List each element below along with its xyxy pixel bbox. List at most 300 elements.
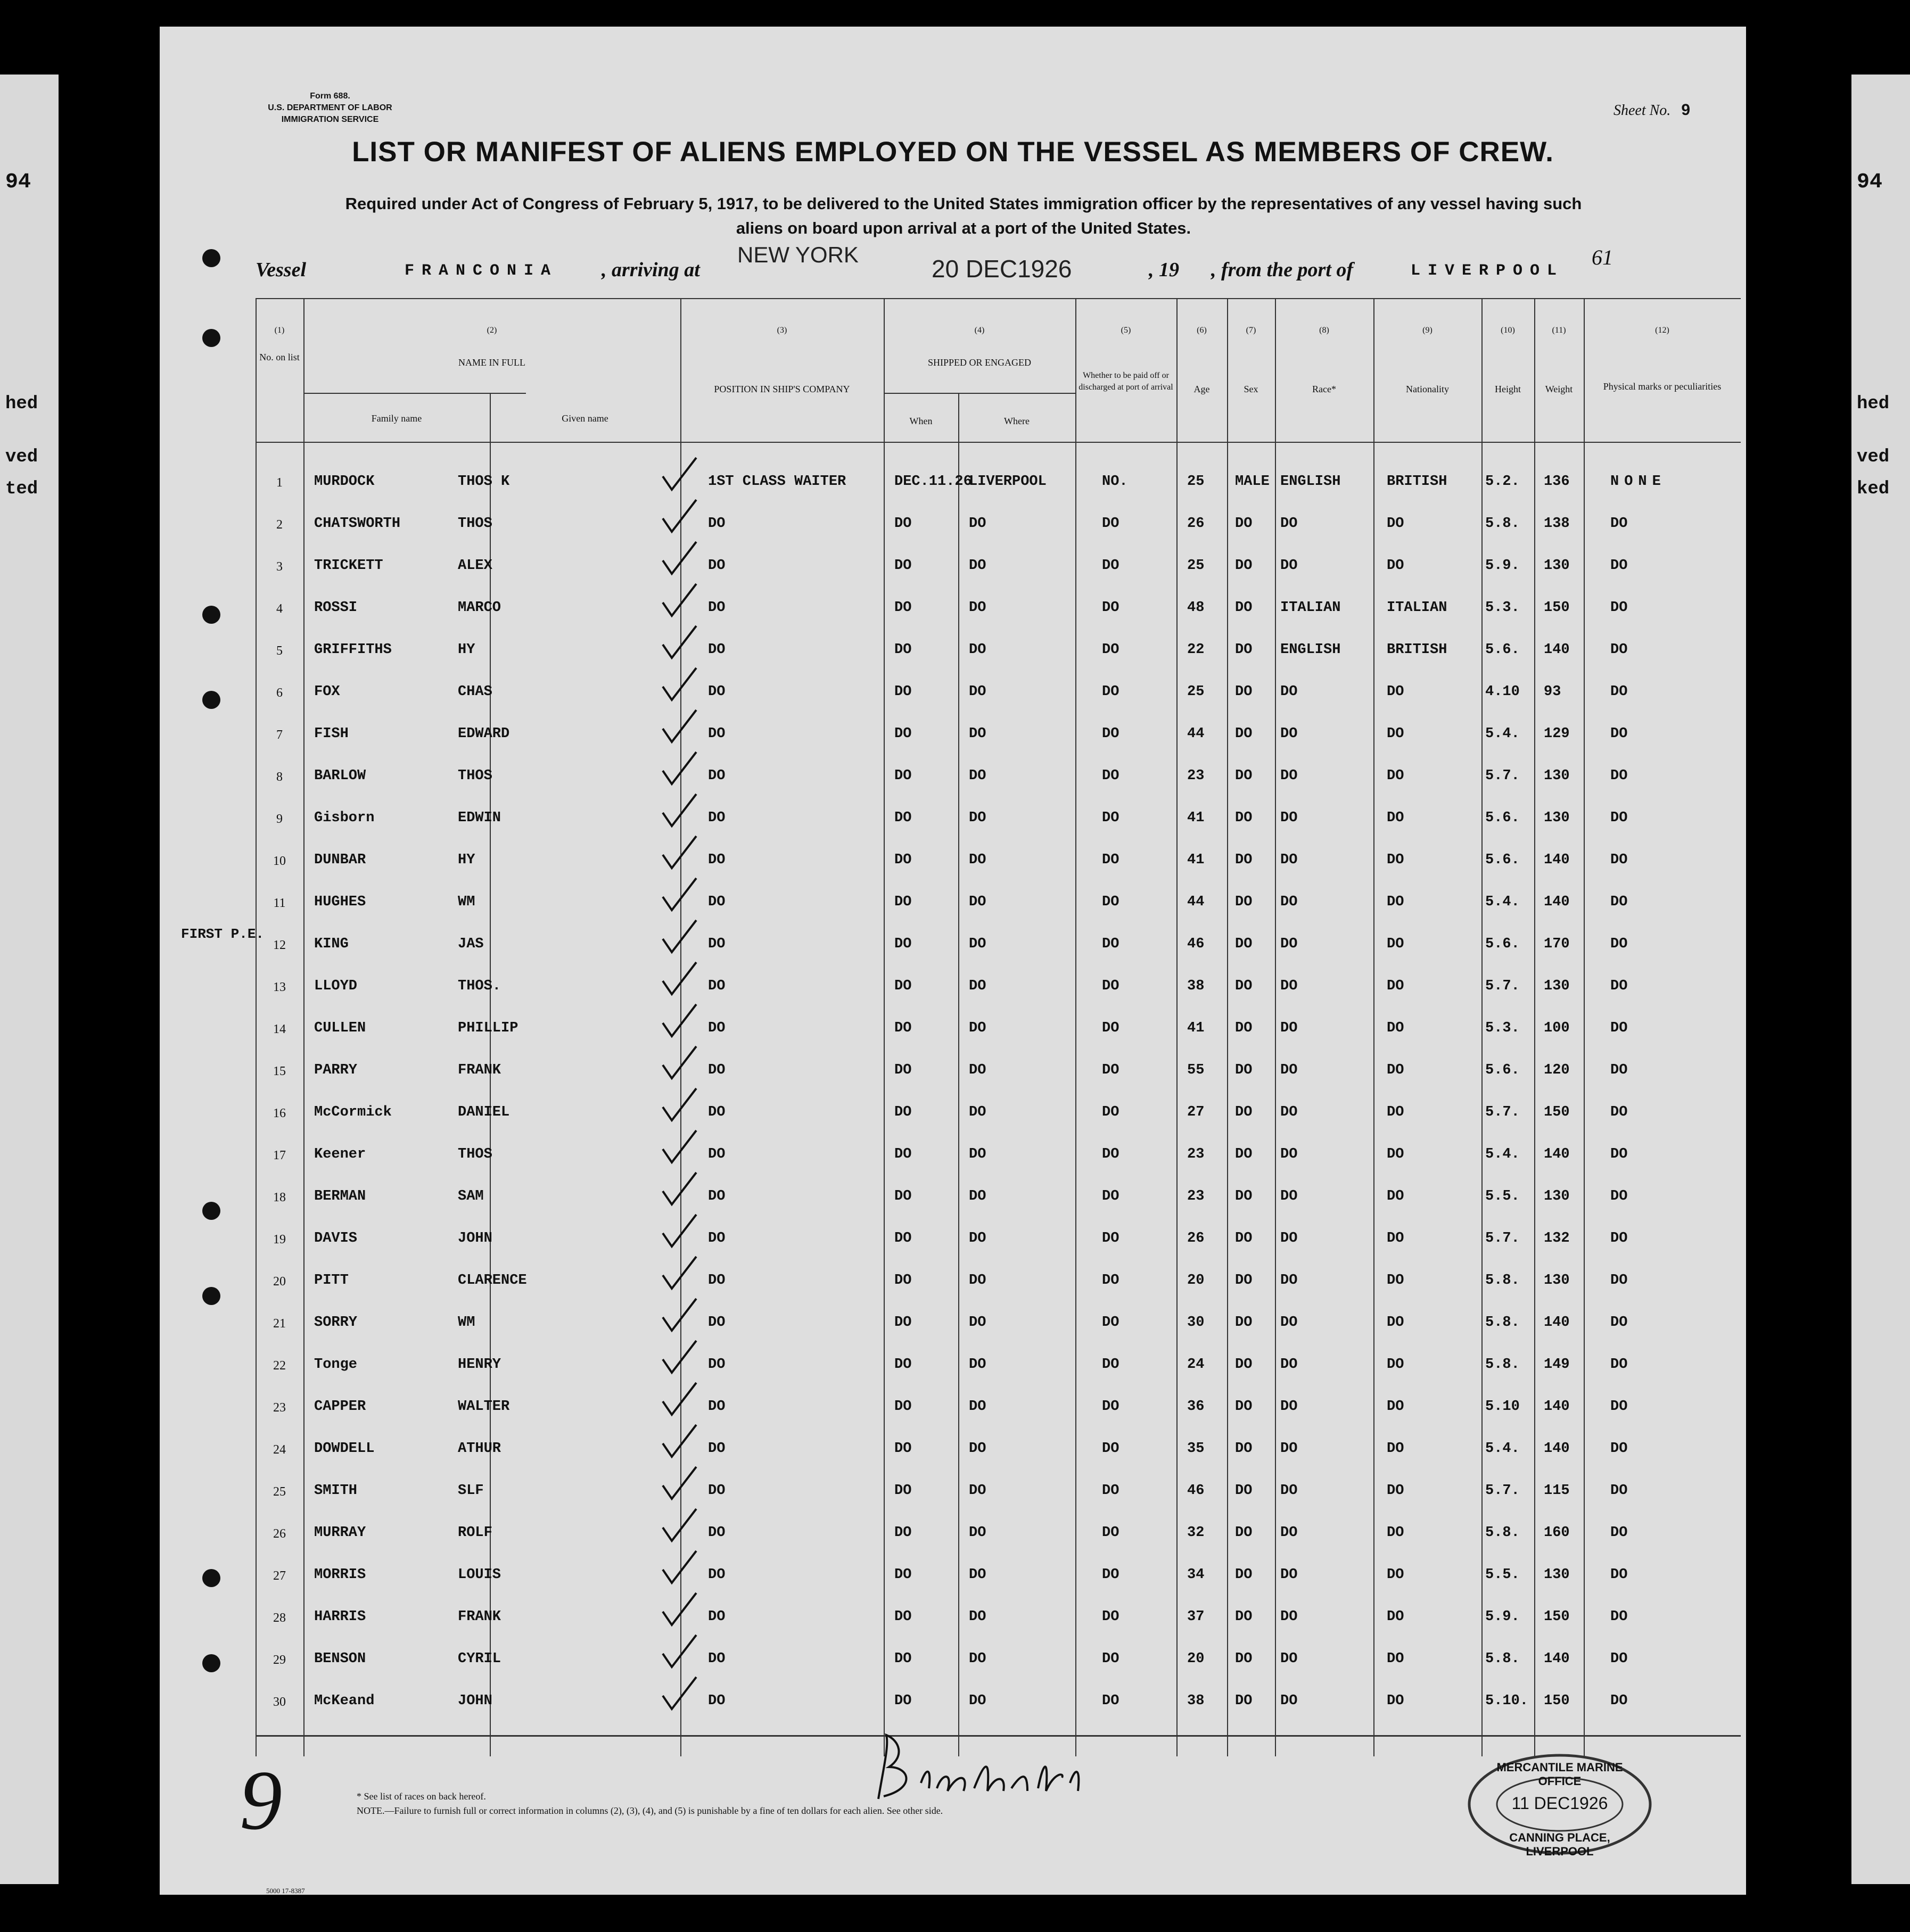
cell-nationality: DO: [1387, 1188, 1404, 1204]
cell-height: 5.10.: [1485, 1693, 1529, 1709]
cell-weight: 140: [1544, 1651, 1570, 1667]
cell-shipped-when: DO: [894, 978, 912, 994]
check-mark: [660, 1464, 697, 1501]
cell-nationality: DO: [1387, 768, 1404, 784]
row-number: 22: [273, 1359, 286, 1373]
cell-paid-off: NO.: [1102, 474, 1128, 490]
arriving-label: , arriving at: [602, 259, 700, 281]
cell-sex: DO: [1235, 1357, 1253, 1373]
cell-family-name: DUNBAR: [314, 852, 366, 868]
row-number: 11: [273, 896, 286, 910]
col-rule: [1481, 298, 1483, 1756]
cell-family-name: MURRAY: [314, 1525, 366, 1541]
col-heading-sex: Sex: [1244, 384, 1258, 394]
cell-given-name: WM: [458, 1315, 475, 1331]
cell-position: DO: [708, 1020, 726, 1036]
margin-note: FIRST P.E.: [181, 926, 265, 942]
cell-sex: DO: [1235, 1609, 1253, 1625]
cell-physical-marks: DO: [1610, 852, 1628, 868]
cell-physical-marks: DO: [1610, 684, 1628, 700]
cell-physical-marks: DO: [1610, 558, 1628, 574]
cell-shipped-where: DO: [969, 642, 986, 658]
cell-age: 34: [1187, 1567, 1205, 1583]
cell-sex: DO: [1235, 516, 1253, 532]
cell-position: DO: [708, 1483, 726, 1499]
cell-sex: DO: [1235, 1020, 1253, 1036]
cell-sex: DO: [1235, 600, 1253, 616]
departure-port: LIVERPOOL: [1411, 262, 1565, 280]
adjacent-left-line: ved: [5, 447, 38, 467]
cell-age: 26: [1187, 1231, 1205, 1246]
cell-weight: 140: [1544, 642, 1570, 658]
cell-age: 27: [1187, 1104, 1205, 1120]
cell-given-name: THOS: [458, 1146, 492, 1162]
cell-height: 5.6.: [1485, 642, 1520, 658]
service: IMMIGRATION SERVICE: [281, 115, 379, 124]
cell-race: DO: [1280, 1062, 1298, 1078]
cell-family-name: GRIFFITHS: [314, 642, 392, 658]
cell-family-name: BERMAN: [314, 1188, 366, 1204]
check-mark: [660, 707, 697, 745]
cell-sex: DO: [1235, 1483, 1253, 1499]
cell-weight: 100: [1544, 1020, 1570, 1036]
check-mark: [660, 918, 697, 955]
cell-age: 48: [1187, 600, 1205, 616]
cell-race: DO: [1280, 1651, 1298, 1667]
cell-age: 35: [1187, 1441, 1205, 1457]
cell-sex: DO: [1235, 1525, 1253, 1541]
cell-position: DO: [708, 978, 726, 994]
cell-paid-off: DO: [1102, 936, 1119, 952]
cell-paid-off: DO: [1102, 516, 1119, 532]
cell-physical-marks: DO: [1610, 1399, 1628, 1415]
adjacent-left-line: ted: [5, 479, 38, 499]
check-mark: [660, 623, 697, 660]
col-rule: [1534, 298, 1535, 1756]
cell-position: DO: [708, 1609, 726, 1625]
cell-given-name: JOHN: [458, 1231, 492, 1246]
col-heading-given-name: Given name: [562, 413, 608, 424]
cell-position: DO: [708, 810, 726, 826]
cell-shipped-when: DO: [894, 1441, 912, 1457]
stamp-top-text: MERCANTILE MARINE OFFICE: [1496, 1761, 1623, 1788]
col-number: (4): [974, 326, 985, 335]
cell-family-name: CULLEN: [314, 1020, 366, 1036]
check-mark: [660, 1044, 697, 1081]
cell-shipped-when: DO: [894, 600, 912, 616]
cell-sex: DO: [1235, 810, 1253, 826]
cell-shipped-where: DO: [969, 600, 986, 616]
check-mark: [660, 1086, 697, 1123]
cell-sex: DO: [1235, 1188, 1253, 1204]
cell-paid-off: DO: [1102, 810, 1119, 826]
cell-shipped-when: DO: [894, 936, 912, 952]
cell-height: 5.6.: [1485, 810, 1520, 826]
cell-sex: DO: [1235, 726, 1253, 742]
cell-given-name: EDWIN: [458, 810, 501, 826]
cell-nationality: DO: [1387, 1693, 1404, 1709]
cell-height: 5.8.: [1485, 1357, 1520, 1373]
cell-position: DO: [708, 1651, 726, 1667]
cell-physical-marks: DO: [1610, 1231, 1628, 1246]
cell-weight: 150: [1544, 1693, 1570, 1709]
cell-weight: 150: [1544, 1104, 1570, 1120]
cell-position: DO: [708, 1399, 726, 1415]
col-heading-when: When: [909, 416, 933, 426]
cell-shipped-when: DO: [894, 1188, 912, 1204]
from-label: , from the port of: [1211, 259, 1354, 281]
cell-paid-off: DO: [1102, 642, 1119, 658]
col-rule: [1373, 298, 1374, 1756]
cell-race: ENGLISH: [1280, 474, 1341, 490]
cell-position: DO: [708, 1567, 726, 1583]
cell-height: 5.7.: [1485, 1231, 1520, 1246]
cell-race: DO: [1280, 1399, 1298, 1415]
cell-weight: 140: [1544, 852, 1570, 868]
row-number: 26: [273, 1527, 286, 1541]
cell-position: DO: [708, 1146, 726, 1162]
cell-shipped-when: DO: [894, 558, 912, 574]
cell-age: 41: [1187, 810, 1205, 826]
cell-race: DO: [1280, 1188, 1298, 1204]
col-number: (8): [1319, 326, 1329, 335]
cell-age: 41: [1187, 852, 1205, 868]
cell-nationality: ITALIAN: [1387, 600, 1447, 616]
cell-race: DO: [1280, 516, 1298, 532]
cell-family-name: Keener: [314, 1146, 366, 1162]
cell-physical-marks: DO: [1610, 600, 1628, 616]
col-rule: [958, 393, 959, 1756]
margin-number: 61: [1592, 245, 1613, 269]
cell-age: 30: [1187, 1315, 1205, 1331]
col-number: (9): [1422, 326, 1432, 335]
cell-age: 24: [1187, 1357, 1205, 1373]
cell-shipped-where: DO: [969, 516, 986, 532]
punch-hole: [202, 606, 220, 624]
cell-sex: DO: [1235, 768, 1253, 784]
col-heading-nationality: Nationality: [1406, 384, 1449, 394]
subtitle-line-1: Required under Act of Congress of February 5, 1917, to be delivered to the United States immigration officer by the representatives of any vessel having such: [345, 194, 1582, 213]
check-mark: [660, 1632, 697, 1670]
cell-given-name: THOS: [458, 516, 492, 532]
cell-height: 5.8.: [1485, 1315, 1520, 1331]
cell-position: DO: [708, 936, 726, 952]
cell-paid-off: DO: [1102, 1651, 1119, 1667]
cell-given-name: HENRY: [458, 1357, 501, 1373]
cell-race: DO: [1280, 852, 1298, 868]
col-rule: [1584, 298, 1585, 1756]
cell-shipped-when: DO: [894, 642, 912, 658]
cell-height: 5.6.: [1485, 852, 1520, 868]
cell-family-name: FOX: [314, 684, 340, 700]
row-number: 16: [273, 1107, 286, 1120]
cell-height: 5.7.: [1485, 1483, 1520, 1499]
cell-height: 5.7.: [1485, 1104, 1520, 1120]
cell-given-name: HY: [458, 642, 475, 658]
check-mark: [660, 1170, 697, 1207]
cell-age: 23: [1187, 1146, 1205, 1162]
col-number: (6): [1197, 326, 1207, 335]
cell-sex: DO: [1235, 1146, 1253, 1162]
cell-family-name: HARRIS: [314, 1609, 366, 1625]
cell-physical-marks: DO: [1610, 1525, 1628, 1541]
cell-age: 46: [1187, 936, 1205, 952]
check-mark: [660, 497, 697, 534]
year-label: , 19: [1149, 259, 1179, 281]
cell-physical-marks: DO: [1610, 1357, 1628, 1373]
cell-nationality: DO: [1387, 1315, 1404, 1331]
cell-physical-marks: DO: [1610, 978, 1628, 994]
check-mark: [660, 1590, 697, 1628]
col-heading-list-no: No. on list: [259, 352, 300, 362]
cell-family-name: DOWDELL: [314, 1441, 375, 1457]
cell-race: DO: [1280, 1104, 1298, 1120]
arriving-port: NEW YORK: [737, 242, 859, 267]
cell-family-name: PARRY: [314, 1062, 358, 1078]
check-mark: [660, 833, 697, 871]
check-mark: [660, 455, 697, 492]
cell-weight: 130: [1544, 1273, 1570, 1289]
cell-height: 5.6.: [1485, 1062, 1520, 1078]
cell-shipped-where: DO: [969, 1315, 986, 1331]
official-signature: [868, 1724, 1091, 1810]
cell-family-name: LLOYD: [314, 978, 358, 994]
cell-weight: 140: [1544, 1315, 1570, 1331]
cell-physical-marks: DO: [1610, 1062, 1628, 1078]
cell-nationality: DO: [1387, 978, 1404, 994]
cell-physical-marks: DO: [1610, 1567, 1628, 1583]
adjacent-right-number: 94: [1857, 170, 1883, 194]
row-number: 7: [276, 728, 283, 742]
cell-height: 5.7.: [1485, 768, 1520, 784]
cell-shipped-where: DO: [969, 1651, 986, 1667]
cell-nationality: DO: [1387, 1020, 1404, 1036]
cell-weight: 160: [1544, 1525, 1570, 1541]
cell-physical-marks: DO: [1610, 810, 1628, 826]
table-top-rule: [256, 298, 1741, 299]
cell-sex: DO: [1235, 936, 1253, 952]
cell-age: 23: [1187, 1188, 1205, 1204]
check-mark: [660, 791, 697, 829]
cell-nationality: DO: [1387, 684, 1404, 700]
cell-family-name: MORRIS: [314, 1567, 366, 1583]
cell-family-name: DAVIS: [314, 1231, 358, 1246]
row-number: 24: [273, 1443, 286, 1457]
cell-age: 25: [1187, 684, 1205, 700]
cell-sex: MALE: [1235, 474, 1270, 490]
cell-race: DO: [1280, 1020, 1298, 1036]
cell-shipped-when: DO: [894, 810, 912, 826]
cell-age: 23: [1187, 768, 1205, 784]
row-number: 29: [273, 1653, 286, 1667]
punch-hole: [202, 1569, 220, 1587]
vessel-label: Vessel: [256, 259, 306, 281]
cell-shipped-where: DO: [969, 1483, 986, 1499]
check-mark: [660, 1338, 697, 1375]
cell-height: 5.7.: [1485, 978, 1520, 994]
cell-race: DO: [1280, 768, 1298, 784]
cell-paid-off: DO: [1102, 1062, 1119, 1078]
cell-shipped-where: DO: [969, 558, 986, 574]
cell-physical-marks: DO: [1610, 1104, 1628, 1120]
cell-paid-off: DO: [1102, 1146, 1119, 1162]
adjacent-right-line: hed: [1857, 394, 1890, 414]
cell-shipped-when: DO: [894, 768, 912, 784]
cell-given-name: ALEX: [458, 558, 492, 574]
cell-shipped-where: DO: [969, 978, 986, 994]
cell-shipped-when: DO: [894, 852, 912, 868]
cell-nationality: DO: [1387, 1567, 1404, 1583]
punch-hole: [202, 691, 220, 709]
row-number: 25: [273, 1485, 286, 1499]
cell-shipped-when: DO: [894, 1609, 912, 1625]
cell-nationality: DO: [1387, 726, 1404, 742]
col-heading-height: Height: [1495, 384, 1521, 394]
cell-paid-off: DO: [1102, 1104, 1119, 1120]
row-number: 14: [273, 1022, 286, 1036]
check-mark: [660, 749, 697, 787]
cell-height: 5.4.: [1485, 726, 1520, 742]
row-number: 28: [273, 1611, 286, 1625]
cell-given-name: FRANK: [458, 1609, 501, 1625]
shipped-subheader-rule: [884, 393, 1075, 394]
check-mark: [660, 581, 697, 618]
cell-age: 38: [1187, 1693, 1205, 1709]
adjacent-page-right: [1851, 75, 1910, 1884]
cell-race: DO: [1280, 1609, 1298, 1625]
cell-race: DO: [1280, 978, 1298, 994]
cell-weight: 130: [1544, 558, 1570, 574]
adjacent-right-line: ved: [1857, 447, 1890, 467]
cell-shipped-where: DO: [969, 1273, 986, 1289]
cell-position: DO: [708, 684, 726, 700]
cell-shipped-where: DO: [969, 684, 986, 700]
cell-paid-off: DO: [1102, 1441, 1119, 1457]
cell-weight: 140: [1544, 1441, 1570, 1457]
cell-shipped-where: DO: [969, 936, 986, 952]
punch-hole: [202, 249, 220, 267]
cell-race: DO: [1280, 1441, 1298, 1457]
col-rule: [1075, 298, 1076, 1756]
page-title: LIST OR MANIFEST OF ALIENS EMPLOYED ON THE VESSEL AS MEMBERS OF CREW.: [352, 136, 1554, 168]
cell-given-name: WALTER: [458, 1399, 510, 1415]
row-number: 27: [273, 1569, 286, 1583]
col-number: (12): [1655, 326, 1669, 335]
cell-shipped-when: DO: [894, 1315, 912, 1331]
cell-race: DO: [1280, 1273, 1298, 1289]
cell-paid-off: DO: [1102, 1273, 1119, 1289]
cell-shipped-when: DO: [894, 1651, 912, 1667]
adjacent-right-line: ked: [1857, 479, 1890, 499]
cell-age: 44: [1187, 726, 1205, 742]
cell-shipped-where: DO: [969, 1146, 986, 1162]
check-mark: [660, 1422, 697, 1459]
cell-sex: DO: [1235, 1104, 1253, 1120]
cell-shipped-where: DO: [969, 1104, 986, 1120]
cell-nationality: DO: [1387, 1231, 1404, 1246]
cell-physical-marks: DO: [1610, 1188, 1628, 1204]
cell-position: DO: [708, 516, 726, 532]
cell-sex: DO: [1235, 1567, 1253, 1583]
check-mark: [660, 665, 697, 703]
cell-position: DO: [708, 1188, 726, 1204]
cell-height: 5.2.: [1485, 474, 1520, 490]
col-rule: [1176, 298, 1178, 1756]
cell-paid-off: DO: [1102, 1399, 1119, 1415]
cell-position: DO: [708, 600, 726, 616]
row-number: 19: [273, 1233, 286, 1246]
row-number: 3: [276, 560, 283, 574]
col-number: (10): [1501, 326, 1515, 335]
cell-given-name: JOHN: [458, 1693, 492, 1709]
cell-position: DO: [708, 1525, 726, 1541]
check-mark: [660, 539, 697, 576]
cell-given-name: PHILLIP: [458, 1020, 518, 1036]
cell-height: 5.5.: [1485, 1567, 1520, 1583]
cell-given-name: CHAS: [458, 684, 492, 700]
row-number: 1: [276, 476, 283, 490]
cell-position: DO: [708, 1273, 726, 1289]
cell-race: ENGLISH: [1280, 642, 1341, 658]
cell-paid-off: DO: [1102, 1483, 1119, 1499]
cell-height: 5.9.: [1485, 1609, 1520, 1625]
cell-physical-marks: DO: [1610, 1609, 1628, 1625]
cell-height: 4.10: [1485, 684, 1520, 700]
cell-paid-off: DO: [1102, 1693, 1119, 1709]
row-number: 5: [276, 644, 283, 658]
cell-family-name: SORRY: [314, 1315, 358, 1331]
cell-nationality: DO: [1387, 516, 1404, 532]
check-mark: [660, 1254, 697, 1291]
cell-age: 22: [1187, 642, 1205, 658]
cell-paid-off: DO: [1102, 558, 1119, 574]
cell-shipped-when: DO: [894, 1231, 912, 1246]
sheet-value: 9: [1681, 101, 1690, 119]
cell-weight: 140: [1544, 1399, 1570, 1415]
cell-shipped-where: DO: [969, 1357, 986, 1373]
footer-note-races: * See list of races on back hereof.: [357, 1791, 486, 1802]
cell-height: 5.4.: [1485, 1146, 1520, 1162]
cell-nationality: DO: [1387, 558, 1404, 574]
cell-shipped-when: DO: [894, 684, 912, 700]
cell-paid-off: DO: [1102, 1525, 1119, 1541]
cell-family-name: McCormick: [314, 1104, 392, 1120]
handwritten-page-mark: 9: [240, 1753, 282, 1847]
cell-nationality: BRITISH: [1387, 642, 1447, 658]
cell-physical-marks: DO: [1610, 1483, 1628, 1499]
cell-family-name: Gisborn: [314, 810, 375, 826]
col-number: (11): [1552, 326, 1566, 335]
cell-family-name: ROSSI: [314, 600, 358, 616]
cell-paid-off: DO: [1102, 726, 1119, 742]
cell-height: 5.8.: [1485, 1525, 1520, 1541]
cell-physical-marks: DO: [1610, 1693, 1628, 1709]
col-rule: [256, 298, 257, 1756]
cell-shipped-when: DO: [894, 1146, 912, 1162]
cell-shipped-where: LIVERPOOL: [969, 474, 1047, 490]
cell-nationality: DO: [1387, 1357, 1404, 1373]
cell-family-name: PITT: [314, 1273, 349, 1289]
cell-given-name: CLARENCE: [458, 1273, 527, 1289]
cell-race: DO: [1280, 810, 1298, 826]
cell-nationality: DO: [1387, 810, 1404, 826]
adjacent-left-line: hed: [5, 394, 38, 414]
cell-family-name: BARLOW: [314, 768, 366, 784]
cell-shipped-where: DO: [969, 810, 986, 826]
header-bottom-rule: [256, 442, 1741, 443]
cell-race: DO: [1280, 894, 1298, 910]
cell-age: 25: [1187, 558, 1205, 574]
